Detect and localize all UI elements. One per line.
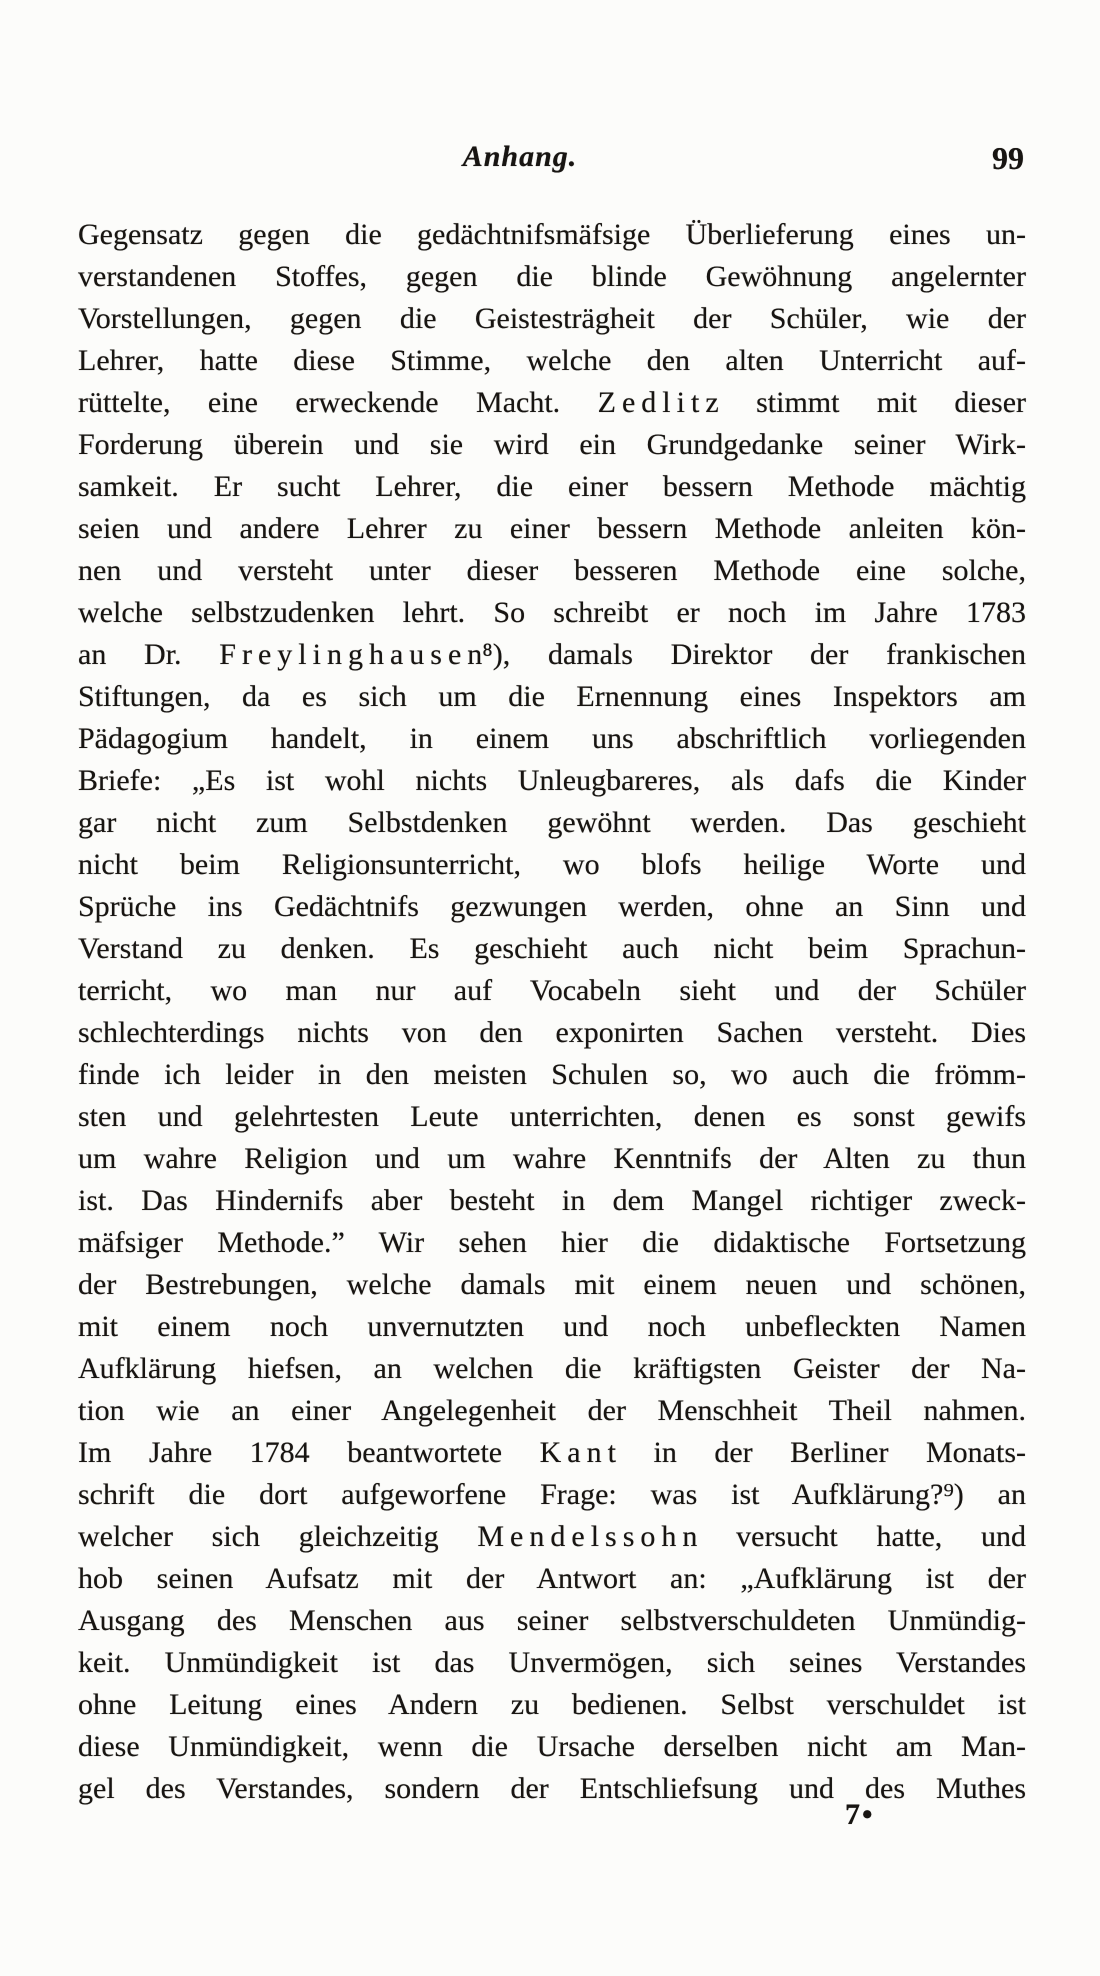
text-line: hob seinen Aufsatz mit der Antwort an: „Aufklärung ist der: [78, 1562, 1026, 1595]
text-line: Pädagogium handelt, in einem uns abschriftlich vorliegenden: [78, 722, 1026, 755]
text-line: terricht, wo man nur auf Vocabeln sieht und der Schüler: [78, 974, 1026, 1007]
text-line: rüttelte, eine erweckende Macht. Z e d l i t z stimmt mit dieser: [78, 386, 1026, 419]
text-line: Stiftungen, da es sich um die Ernennung eines Inspektors am: [78, 680, 1026, 713]
text-line: mäfsiger Methode.” Wir sehen hier die didaktische Fortsetzung: [78, 1226, 1026, 1259]
text-line: nicht beim Religionsunterricht, wo blofs heilige Worte und: [78, 848, 1026, 881]
text-line: gar nicht zum Selbstdenken gewöhnt werden. Das geschieht: [78, 806, 1026, 839]
text-line: welche selbstzudenken lehrt. So schreibt er noch im Jahre 1783: [78, 596, 1026, 629]
text-line: finde ich leider in den meisten Schulen so, wo auch die frömm-: [78, 1058, 1026, 1091]
text-line: tion wie an einer Angelegenheit der Menschheit Theil nahmen.: [78, 1394, 1026, 1427]
text-line: ist. Das Hindernifs aber besteht in dem Mangel richtiger zweck-: [78, 1184, 1026, 1217]
signature-mark: 7•: [845, 1798, 875, 1831]
text-line: verstandenen Stoffes, gegen die blinde Gewöhnung angelernter: [78, 260, 1026, 293]
text-line: seien und andere Lehrer zu einer bessern Methode anleiten kön-: [78, 512, 1026, 545]
text-line: mit einem noch unvernutzten und noch unbefleckten Namen: [78, 1310, 1026, 1343]
text-line: Ausgang des Menschen aus seiner selbstverschuldeten Unmündig-: [78, 1604, 1026, 1637]
text-line: samkeit. Er sucht Lehrer, die einer bessern Methode mächtig: [78, 470, 1026, 503]
text-line: Verstand zu denken. Es geschieht auch nicht beim Sprachun-: [78, 932, 1026, 965]
text-line: Vorstellungen, gegen die Geistesträgheit der Schüler, wie der: [78, 302, 1026, 335]
text-line: Gegensatz gegen die gedächtnifsmäfsige Überlieferung eines un-: [78, 218, 1026, 251]
running-title: Anhang.: [462, 140, 578, 173]
text-line: Sprüche ins Gedächtnifs gezwungen werden, ohne an Sinn und: [78, 890, 1026, 923]
text-line: ohne Leitung eines Andern zu bedienen. Selbst verschuldet ist: [78, 1688, 1026, 1721]
text-line: Lehrer, hatte diese Stimme, welche den alten Unterricht auf-: [78, 344, 1026, 377]
text-line: an Dr. F r e y l i n g h a u s e n⁸), damals Direktor der frankischen: [78, 638, 1026, 671]
text-line: Aufklärung hiefsen, an welchen die kräftigsten Geister der Na-: [78, 1352, 1026, 1385]
text-line: der Bestrebungen, welche damals mit einem neuen und schönen,: [78, 1268, 1026, 1301]
text-line: sten und gelehrtesten Leute unterrichten, denen es sonst gewifs: [78, 1100, 1026, 1133]
page-number: 99: [992, 140, 1024, 176]
text-line: Briefe: „Es ist wohl nichts Unleugbareres, als dafs die Kinder: [78, 764, 1026, 797]
text-line: schlechterdings nichts von den exponirten Sachen versteht. Dies: [78, 1016, 1026, 1049]
text-line: gel des Verstandes, sondern der Entschliefsung und des Muthes: [78, 1772, 1026, 1805]
text-line: keit. Unmündigkeit ist das Unvermögen, sich seines Verstandes: [78, 1646, 1026, 1679]
text-line: schrift die dort aufgeworfene Frage: was ist Aufklärung?⁹) an: [78, 1478, 1026, 1511]
text-line: welcher sich gleichzeitig M e n d e l s s o h n versucht hatte, und: [78, 1520, 1026, 1553]
text-line: nen und versteht unter dieser besseren Methode eine solche,: [78, 554, 1026, 587]
text-line: diese Unmündigkeit, wenn die Ursache derselben nicht am Man-: [78, 1730, 1026, 1763]
body-text: [78, 214, 1026, 1810]
text-line: Forderung überein und sie wird ein Grundgedanke seiner Wirk-: [78, 428, 1026, 461]
text-line: Im Jahre 1784 beantwortete K a n t in der Berliner Monats-: [78, 1436, 1026, 1469]
text-line: um wahre Religion und um wahre Kenntnifs der Alten zu thun: [78, 1142, 1026, 1175]
